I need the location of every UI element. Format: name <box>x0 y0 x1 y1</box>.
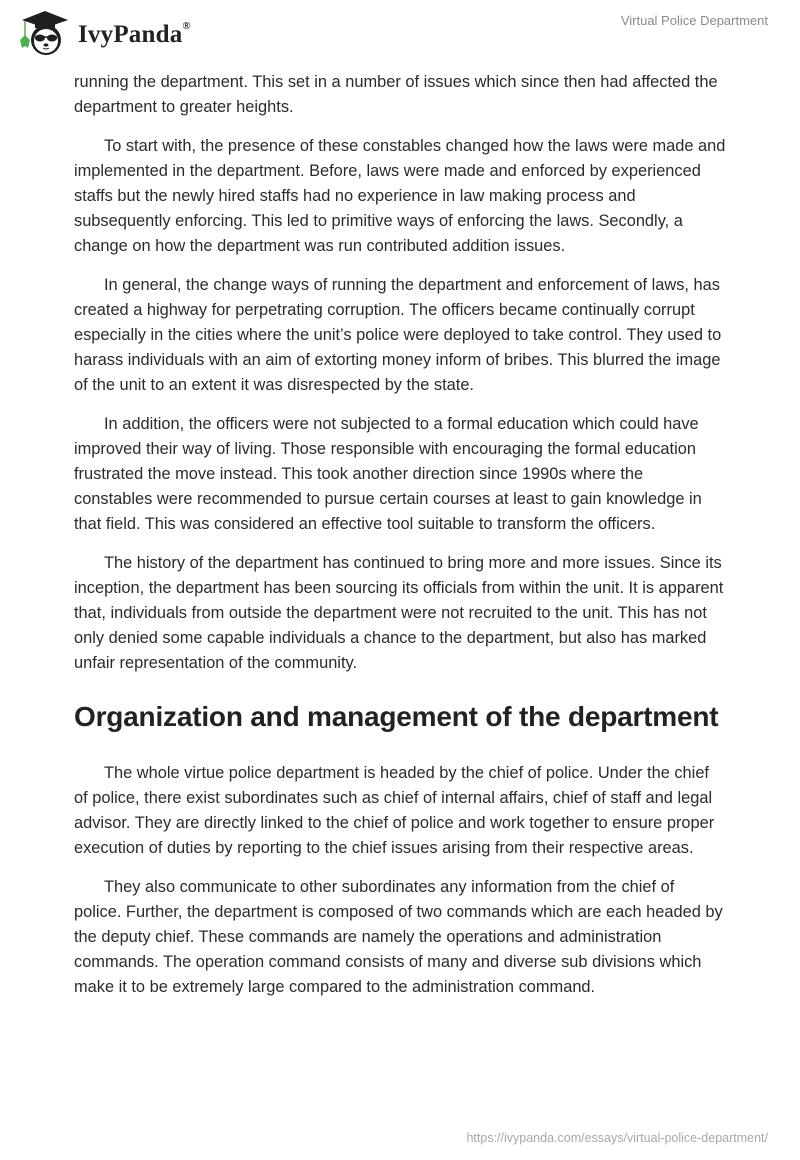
ivypanda-logo[interactable] <box>16 8 191 56</box>
paragraph: The whole virtue police department is headed by the chief of police. Under the chief of police, there exist subordinates such as chief of internal affairs, chief of staff and legal advisor. They are directly linked to the chief of police and work together to ensure proper execution of duties by reporting to the chief issues arising from their respective areas. <box>74 764 715 857</box>
section-heading: Organization and management of the department <box>74 701 719 732</box>
paragraph: They also communicate to other subordinates any information from the chief of police. Further, the department is composed of two commands which are each headed by the deputy chief. These commands are namely the operations and administration commands. The operation command consists of many and diverse sub divisions which make it to be extremely large compared to the administration command. <box>74 878 723 996</box>
essay-body <box>74 70 726 1014</box>
page-header <box>0 0 800 66</box>
registered-mark: ® <box>182 19 191 32</box>
paragraph: In general, the change ways of running the department and enforcement of laws, has created a highway for perpetrating corruption. The officers became continually corrupt especially in the cities where the unit’s police were deployed to take control. They used to harass individuals with an aim of extorting money inform of bribes. This blurred the image of the unit to an extent it was disrespected by the state. <box>74 276 722 394</box>
paragraph: To start with, the presence of these constables changed how the laws were made and implemented in the department. Before, laws were made and enforced by experienced staffs but the newly hired staffs had no experience in law making process and subsequently enforcing. This led to primitive ways of enforcing the laws. Secondly, a change on how the department was run contributed addition issues. <box>74 137 726 255</box>
paragraph: running the department. This set in a number of issues which since then had affected the department to greater heights. <box>74 73 718 116</box>
brand-name: IvyPanda® <box>78 19 191 48</box>
page-header-title: Virtual Police Department <box>620 13 768 28</box>
paragraph: In addition, the officers were not subjected to a formal education which could have improved their way of living. Those responsible with encouraging the formal education frustrated the move instead. This took another direction since 1990s where the constables were recommended to pursue certain courses at least to gain knowledge in that field. This was considered an effective tool suitable to transform the officers. <box>74 415 702 533</box>
paragraph: The history of the department has continued to bring more and more issues. Since its inception, the department has been sourcing its officials from within the unit. It is apparent that, individuals from outside the department were not recruited to the unit. This has not only denied some capable individuals a chance to the department, but also has marked unfair representation of the community. <box>74 554 724 672</box>
source-url[interactable]: https://ivypanda.com/essays/virtual-police-department/ <box>466 1131 768 1145</box>
panda-graduate-icon <box>16 8 74 56</box>
